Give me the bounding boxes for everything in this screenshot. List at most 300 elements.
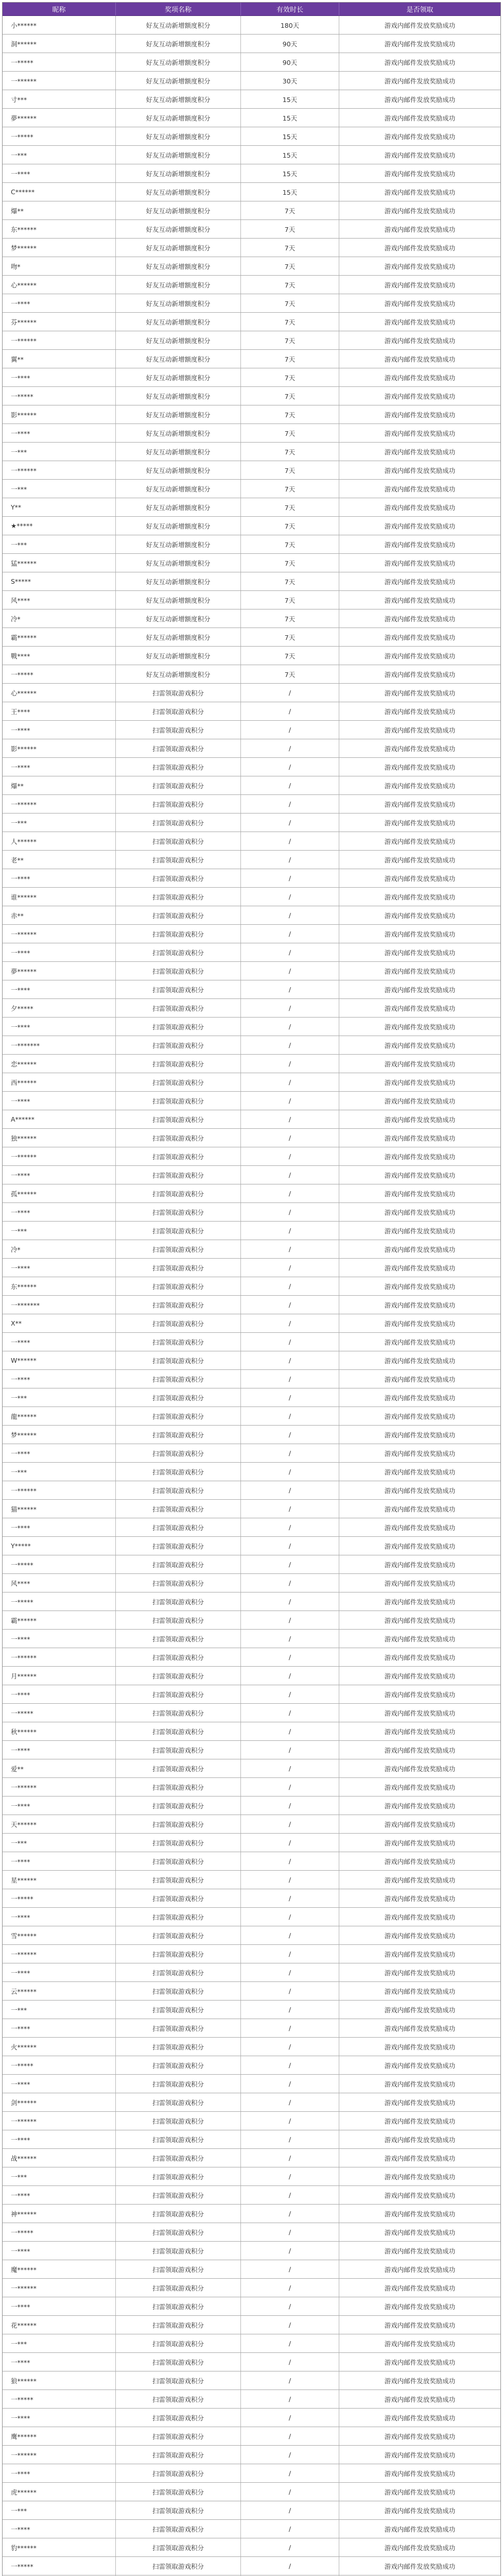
row-claim-status: 游戏内邮件发放奖励成功 xyxy=(384,1672,456,1680)
row-nickname: 龍****** xyxy=(3,1407,116,1425)
table-row xyxy=(3,498,500,517)
table-row xyxy=(3,1314,500,1333)
row-prize-name: 扫雷领取游戏积分 xyxy=(116,1481,241,1499)
row-duration: / xyxy=(241,1555,339,1573)
row-claim-status: 游戏内邮件发放奖励成功 xyxy=(384,2302,456,2311)
row-claim-status: 游戏内邮件发放奖励成功 xyxy=(384,244,456,252)
row-nickname: 梦****** xyxy=(3,239,116,257)
row-claim-status: 游戏内邮件发放奖励成功 xyxy=(384,40,456,48)
row-claim-status: 游戏内邮件发放奖励成功 xyxy=(384,1486,456,1495)
row-prize-name: 扫雷领取游戏积分 xyxy=(116,980,241,998)
row-nickname: 翼** xyxy=(3,350,116,368)
row-duration: / xyxy=(241,1852,339,1870)
row-claim-status: 游戏内邮件发放奖励成功 xyxy=(384,1579,456,1587)
row-duration: 7天 xyxy=(241,591,339,609)
row-prize-name: 好友互动新增额度积分 xyxy=(116,239,241,257)
row-prize-name: 扫雷领取游戏积分 xyxy=(116,1407,241,1425)
row-duration: / xyxy=(241,721,339,739)
row-claim-status: 游戏内邮件发放奖励成功 xyxy=(384,578,456,586)
row-nickname: 一**** xyxy=(3,1333,116,1351)
row-nickname: 一**** xyxy=(3,2130,116,2148)
row-nickname: 一***** xyxy=(3,2056,116,2074)
row-prize-name: 扫雷领取游戏积分 xyxy=(116,1222,241,1240)
row-duration: / xyxy=(241,1815,339,1833)
table-row xyxy=(3,1351,500,1370)
row-prize-name: 扫雷领取游戏积分 xyxy=(116,1926,241,1944)
header-duration: 有效时长 xyxy=(241,3,339,15)
row-claim-status: 游戏内邮件发放奖励成功 xyxy=(384,2525,456,2533)
table-row xyxy=(3,2001,500,2019)
table-row xyxy=(3,2223,500,2242)
row-prize-name: 扫雷领取游戏积分 xyxy=(116,925,241,943)
row-nickname: 冷* xyxy=(3,609,116,628)
table-row xyxy=(3,1073,500,1092)
row-nickname: 一**** xyxy=(3,2353,116,2371)
row-nickname: Y***** xyxy=(3,1537,116,1555)
row-claim-status: 游戏内邮件发放奖励成功 xyxy=(384,2395,456,2403)
row-claim-status: 游戏内邮件发放奖励成功 xyxy=(384,2117,456,2125)
row-nickname: 魔****** xyxy=(3,2260,116,2278)
row-claim-status: 游戏内邮件发放奖励成功 xyxy=(384,170,456,178)
row-nickname: 一******* xyxy=(3,1036,116,1054)
row-prize-name: 扫雷领取游戏积分 xyxy=(116,1852,241,1870)
row-duration: 7天 xyxy=(241,609,339,628)
row-prize-name: 扫雷领取游戏积分 xyxy=(116,721,241,739)
row-prize-name: 扫雷领取游戏积分 xyxy=(116,1036,241,1054)
row-claim-status: 游戏内邮件发放奖励成功 xyxy=(384,299,456,308)
row-claim-status: 游戏内邮件发放奖励成功 xyxy=(384,1690,456,1699)
row-duration: / xyxy=(241,1370,339,1388)
row-prize-name: 好友互动新增额度积分 xyxy=(116,387,241,405)
row-prize-name: 扫雷领取游戏积分 xyxy=(116,795,241,813)
row-claim-status: 游戏内邮件发放奖励成功 xyxy=(384,2377,456,2385)
row-prize-name: 好友互动新增额度积分 xyxy=(116,331,241,349)
row-claim-status: 游戏内邮件发放奖励成功 xyxy=(384,1635,456,1643)
row-claim-status: 游戏内邮件发放奖励成功 xyxy=(384,1153,456,1161)
row-claim-status: 游戏内邮件发放奖励成功 xyxy=(384,1468,456,1476)
row-nickname: 恋****** xyxy=(3,1055,116,1073)
row-duration: / xyxy=(241,1648,339,1666)
row-duration: / xyxy=(241,1184,339,1202)
row-duration: / xyxy=(241,1574,339,1592)
row-prize-name: 扫雷领取游戏积分 xyxy=(116,888,241,906)
table-row xyxy=(3,2019,500,2038)
row-duration: 15天 xyxy=(241,146,339,164)
row-prize-name: 扫雷领取游戏积分 xyxy=(116,1648,241,1666)
table-row xyxy=(3,1296,500,1314)
row-nickname: 一**** xyxy=(3,164,116,182)
row-prize-name: 扫雷领取游戏积分 xyxy=(116,1129,241,1147)
row-claim-status: 游戏内邮件发放奖励成功 xyxy=(384,930,456,938)
table-row xyxy=(3,1481,500,1500)
row-duration: / xyxy=(241,2557,339,2575)
row-nickname: 一**** xyxy=(3,943,116,961)
row-prize-name: 扫雷领取游戏积分 xyxy=(116,1110,241,1128)
row-duration: / xyxy=(241,2316,339,2334)
row-nickname: 独****** xyxy=(3,1129,116,1147)
row-claim-status: 游戏内邮件发放奖励成功 xyxy=(384,1078,456,1087)
row-prize-name: 好友互动新增额度积分 xyxy=(116,443,241,461)
row-prize-name: 扫雷领取游戏积分 xyxy=(116,776,241,794)
row-claim-status: 游戏内邮件发放奖励成功 xyxy=(384,2506,456,2515)
table-row xyxy=(3,2538,500,2557)
table-row xyxy=(3,1871,500,1889)
row-duration: / xyxy=(241,1592,339,1611)
table-row xyxy=(3,1092,500,1110)
row-nickname: 一***** xyxy=(3,2557,116,2575)
table-row xyxy=(3,480,500,498)
row-nickname: 寸*** xyxy=(3,90,116,108)
row-nickname: 一***** xyxy=(3,387,116,405)
row-claim-status: 游戏内邮件发放奖励成功 xyxy=(384,132,456,141)
row-prize-name: 扫雷领取游戏积分 xyxy=(116,1945,241,1963)
row-nickname: 一**** xyxy=(3,2186,116,2204)
row-prize-name: 扫雷领取游戏积分 xyxy=(116,702,241,720)
table-row xyxy=(3,1370,500,1388)
row-nickname: A****** xyxy=(3,1110,116,1128)
table-row xyxy=(3,2334,500,2353)
row-nickname: 夢****** xyxy=(3,109,116,127)
table-row xyxy=(3,999,500,1018)
row-prize-name: 扫雷领取游戏积分 xyxy=(116,2130,241,2148)
row-duration: 7天 xyxy=(241,461,339,479)
row-claim-status: 游戏内邮件发放奖励成功 xyxy=(384,1115,456,1124)
row-nickname: 云****** xyxy=(3,1982,116,2000)
row-duration: / xyxy=(241,1092,339,1110)
row-nickname: 一*** xyxy=(3,814,116,832)
table-row xyxy=(3,684,500,702)
row-duration: / xyxy=(241,2371,339,2389)
row-nickname: 一****** xyxy=(3,72,116,90)
row-duration: / xyxy=(241,1463,339,1481)
table-row xyxy=(3,2186,500,2205)
row-claim-status: 游戏内邮件发放奖励成功 xyxy=(384,2228,456,2236)
row-prize-name: 扫雷领取游戏积分 xyxy=(116,2019,241,2037)
row-claim-status: 游戏内邮件发放奖励成功 xyxy=(384,615,456,623)
row-claim-status: 游戏内邮件发放奖励成功 xyxy=(384,1950,456,1958)
table-row xyxy=(3,2390,500,2409)
table-row xyxy=(3,2427,500,2446)
row-prize-name: 好友互动新增额度积分 xyxy=(116,164,241,182)
table-row xyxy=(3,1055,500,1073)
table-row xyxy=(3,239,500,257)
table-row xyxy=(3,1036,500,1055)
row-duration: / xyxy=(241,1426,339,1444)
table-row xyxy=(3,35,500,53)
table-row xyxy=(3,1222,500,1240)
row-duration: 90天 xyxy=(241,53,339,71)
row-duration: / xyxy=(241,1481,339,1499)
table-header xyxy=(3,3,500,16)
row-claim-status: 游戏内邮件发放奖励成功 xyxy=(384,893,456,901)
table-row xyxy=(3,1203,500,1222)
row-prize-name: 扫雷领取游戏积分 xyxy=(116,758,241,776)
row-claim-status: 游戏内邮件发放奖励成功 xyxy=(384,763,456,771)
table-row xyxy=(3,127,500,146)
row-claim-status: 游戏内邮件发放奖励成功 xyxy=(384,1227,456,1235)
row-duration: / xyxy=(241,1259,339,1277)
row-duration: / xyxy=(241,2538,339,2556)
row-prize-name: 扫雷领取游戏积分 xyxy=(116,2557,241,2575)
row-nickname: 霸****** xyxy=(3,1611,116,1629)
row-duration: 7天 xyxy=(241,350,339,368)
row-nickname: 一*** xyxy=(3,1388,116,1406)
row-prize-name: 好友互动新增额度积分 xyxy=(116,220,241,238)
row-nickname: 一**** xyxy=(3,1630,116,1648)
table-row xyxy=(3,1444,500,1463)
row-duration: 7天 xyxy=(241,294,339,312)
row-duration: / xyxy=(241,795,339,813)
row-claim-status: 游戏内邮件发放奖励成功 xyxy=(384,1097,456,1105)
row-duration: 7天 xyxy=(241,647,339,665)
row-duration: / xyxy=(241,1630,339,1648)
row-nickname: 虎****** xyxy=(3,2483,116,2501)
row-claim-status: 游戏内邮件发放奖励成功 xyxy=(384,522,456,530)
row-claim-status: 游戏内邮件发放奖励成功 xyxy=(384,2154,456,2162)
row-prize-name: 好友互动新增额度积分 xyxy=(116,572,241,590)
row-prize-name: 好友互动新增额度积分 xyxy=(116,109,241,127)
row-claim-status: 游戏内邮件发放奖励成功 xyxy=(384,2043,456,2051)
row-prize-name: 好友互动新增额度积分 xyxy=(116,535,241,553)
row-prize-name: 扫雷领取游戏积分 xyxy=(116,1388,241,1406)
row-nickname: 一****** xyxy=(3,2279,116,2297)
table-row xyxy=(3,109,500,127)
row-duration: / xyxy=(241,999,339,1017)
row-duration: / xyxy=(241,2409,339,2427)
row-nickname: 一***** xyxy=(3,2223,116,2241)
row-nickname: 一**** xyxy=(3,2520,116,2538)
row-duration: / xyxy=(241,814,339,832)
row-nickname: 心****** xyxy=(3,684,116,702)
row-nickname: 一**** xyxy=(3,2075,116,2093)
row-prize-name: 好友互动新增额度积分 xyxy=(116,665,241,683)
row-duration: / xyxy=(241,684,339,702)
row-duration: / xyxy=(241,2501,339,2519)
row-duration: / xyxy=(241,1704,339,1722)
table-row xyxy=(3,405,500,424)
row-claim-status: 游戏内邮件发放奖励成功 xyxy=(384,1765,456,1773)
row-claim-status: 游戏内邮件发放奖励成功 xyxy=(384,856,456,864)
row-prize-name: 扫雷领取游戏积分 xyxy=(116,2316,241,2334)
row-nickname: 一**** xyxy=(3,758,116,776)
table-row xyxy=(3,313,500,331)
row-prize-name: 扫雷领取游戏积分 xyxy=(116,2446,241,2464)
row-nickname: 一***** xyxy=(3,1704,116,1722)
row-prize-name: 扫雷领取游戏积分 xyxy=(116,906,241,924)
row-nickname: 梦****** xyxy=(3,1426,116,1444)
table-row xyxy=(3,2483,500,2501)
row-duration: / xyxy=(241,1537,339,1555)
table-row xyxy=(3,2056,500,2075)
row-claim-status: 游戏内邮件发放奖励成功 xyxy=(384,1282,456,1291)
row-duration: / xyxy=(241,925,339,943)
row-claim-status: 游戏内邮件发放奖励成功 xyxy=(384,503,456,512)
row-duration: / xyxy=(241,1982,339,2000)
table-row xyxy=(3,1333,500,1351)
row-nickname: 一**** xyxy=(3,2464,116,2482)
row-duration: 90天 xyxy=(241,35,339,53)
row-prize-name: 扫雷领取游戏积分 xyxy=(116,2205,241,2223)
row-nickname: 一**** xyxy=(3,721,116,739)
row-duration: / xyxy=(241,1407,339,1425)
row-claim-status: 游戏内邮件发放奖励成功 xyxy=(384,392,456,400)
row-claim-status: 游戏内邮件发放奖励成功 xyxy=(384,596,456,604)
table-row xyxy=(3,90,500,109)
row-duration: / xyxy=(241,2427,339,2445)
table-row xyxy=(3,1426,500,1444)
row-prize-name: 扫雷领取游戏积分 xyxy=(116,1982,241,2000)
row-claim-status: 游戏内邮件发放奖励成功 xyxy=(384,782,456,790)
row-claim-status: 游戏内邮件发放奖励成功 xyxy=(384,652,456,660)
table-row xyxy=(3,1500,500,1518)
row-claim-status: 游戏内邮件发放奖励成功 xyxy=(384,1394,456,1402)
row-duration: / xyxy=(241,2242,339,2260)
row-nickname: 一**** xyxy=(3,1444,116,1462)
table-row xyxy=(3,814,500,832)
row-nickname: 一**** xyxy=(3,1908,116,1926)
row-claim-status: 游戏内邮件发放奖励成功 xyxy=(384,819,456,827)
row-duration: 7天 xyxy=(241,424,339,442)
table-row xyxy=(3,2075,500,2093)
row-claim-status: 游戏内邮件发放奖励成功 xyxy=(384,2340,456,2348)
row-prize-name: 好友互动新增额度积分 xyxy=(116,72,241,90)
row-duration: / xyxy=(241,2056,339,2074)
table-row xyxy=(3,2316,500,2334)
table-row xyxy=(3,1963,500,1982)
table-row xyxy=(3,461,500,480)
row-duration: / xyxy=(241,1351,339,1369)
row-nickname: 一****** xyxy=(3,795,116,813)
row-duration: / xyxy=(241,2260,339,2278)
row-duration: 15天 xyxy=(241,90,339,108)
row-prize-name: 扫雷领取游戏积分 xyxy=(116,2334,241,2352)
row-nickname: 一**** xyxy=(3,1963,116,1981)
table-row xyxy=(3,1704,500,1722)
row-duration: / xyxy=(241,1759,339,1777)
row-prize-name: 扫雷领取游戏积分 xyxy=(116,2075,241,2093)
row-claim-status: 游戏内邮件发放奖励成功 xyxy=(384,2210,456,2218)
row-prize-name: 扫雷领取游戏积分 xyxy=(116,1889,241,1907)
row-claim-status: 游戏内邮件发放奖励成功 xyxy=(384,1060,456,1068)
row-nickname: 西****** xyxy=(3,1073,116,1091)
row-duration: / xyxy=(241,2075,339,2093)
table-row xyxy=(3,962,500,980)
table-row xyxy=(3,943,500,962)
table-row xyxy=(3,1166,500,1184)
table-row xyxy=(3,1648,500,1667)
row-prize-name: 好友互动新增额度积分 xyxy=(116,201,241,219)
table-row xyxy=(3,53,500,72)
row-prize-name: 好友互动新增额度积分 xyxy=(116,517,241,535)
row-nickname: 猛****** xyxy=(3,554,116,572)
table-row xyxy=(3,1574,500,1592)
row-duration: / xyxy=(241,1500,339,1518)
row-claim-status: 游戏内邮件发放奖励成功 xyxy=(384,1190,456,1198)
row-nickname: 人****** xyxy=(3,832,116,850)
row-nickname: 王**** xyxy=(3,702,116,720)
row-prize-name: 扫雷领取游戏积分 xyxy=(116,2538,241,2556)
row-duration: / xyxy=(241,1166,339,1184)
table-row xyxy=(3,1463,500,1481)
row-nickname: 一*** xyxy=(3,2501,116,2519)
row-duration: / xyxy=(241,2334,339,2352)
row-claim-status: 游戏内邮件发放奖励成功 xyxy=(384,2024,456,2032)
row-duration: 7天 xyxy=(241,239,339,257)
row-nickname: 东****** xyxy=(3,220,116,238)
row-claim-status: 游戏内邮件发放奖励成功 xyxy=(384,281,456,289)
row-duration: / xyxy=(241,888,339,906)
row-claim-status: 游戏内邮件发放奖励成功 xyxy=(384,1208,456,1216)
row-prize-name: 扫雷领取游戏积分 xyxy=(116,2260,241,2278)
row-nickname: 一****** xyxy=(3,1147,116,1165)
row-prize-name: 扫雷领取游戏积分 xyxy=(116,2427,241,2445)
row-prize-name: 好友互动新增额度积分 xyxy=(116,90,241,108)
row-duration: / xyxy=(241,2093,339,2111)
table-row xyxy=(3,2501,500,2520)
row-duration: / xyxy=(241,851,339,869)
row-duration: / xyxy=(241,2205,339,2223)
row-claim-status: 游戏内邮件发放奖励成功 xyxy=(384,1561,456,1569)
row-claim-status: 游戏内邮件发放奖励成功 xyxy=(384,744,456,753)
row-duration: 7天 xyxy=(241,313,339,331)
row-duration: / xyxy=(241,2464,339,2482)
row-duration: 7天 xyxy=(241,498,339,516)
row-claim-status: 游戏内邮件发放奖励成功 xyxy=(384,1041,456,1049)
table-row xyxy=(3,628,500,647)
row-duration: / xyxy=(241,2167,339,2185)
row-nickname: 爱** xyxy=(3,1759,116,1777)
row-claim-status: 游戏内邮件发放奖励成功 xyxy=(384,1134,456,1142)
table-row xyxy=(3,1815,500,1834)
row-claim-status: 游戏内邮件发放奖励成功 xyxy=(384,1023,456,1031)
row-prize-name: 扫雷领取游戏积分 xyxy=(116,943,241,961)
row-nickname: 一****** xyxy=(3,925,116,943)
row-duration: / xyxy=(241,1611,339,1629)
row-nickname: 一****** xyxy=(3,461,116,479)
row-nickname: 一**** xyxy=(3,1370,116,1388)
row-claim-status: 游戏内邮件发放奖励成功 xyxy=(384,2247,456,2255)
row-duration: / xyxy=(241,943,339,961)
row-prize-name: 扫雷领取游戏积分 xyxy=(116,1611,241,1629)
row-duration: 7天 xyxy=(241,331,339,349)
row-prize-name: 扫雷领取游戏积分 xyxy=(116,999,241,1017)
row-nickname: 孤****** xyxy=(3,1184,116,1202)
row-nickname: 一****** xyxy=(3,2112,116,2130)
row-claim-status: 游戏内邮件发放奖励成功 xyxy=(384,114,456,122)
row-claim-status: 游戏内邮件发放奖励成功 xyxy=(384,2265,456,2274)
row-prize-name: 扫雷领取游戏积分 xyxy=(116,1166,241,1184)
row-claim-status: 游戏内邮件发放奖励成功 xyxy=(384,559,456,567)
row-prize-name: 好友互动新增额度积分 xyxy=(116,628,241,646)
row-claim-status: 游戏内邮件发放奖励成功 xyxy=(384,1987,456,1995)
row-duration: / xyxy=(241,1667,339,1685)
row-nickname: 爆** xyxy=(3,776,116,794)
table-row xyxy=(3,1240,500,1259)
row-prize-name: 扫雷领取游戏积分 xyxy=(116,1592,241,1611)
row-claim-status: 游戏内邮件发放奖励成功 xyxy=(384,1653,456,1662)
row-nickname: 一**** xyxy=(3,424,116,442)
row-prize-name: 扫雷领取游戏积分 xyxy=(116,1555,241,1573)
row-nickname: 一****** xyxy=(3,1648,116,1666)
row-claim-status: 游戏内邮件发放奖励成功 xyxy=(384,1802,456,1810)
table-row xyxy=(3,2353,500,2371)
table-row xyxy=(3,2371,500,2390)
table-row xyxy=(3,2167,500,2186)
header-prize-name: 奖项名称 xyxy=(116,3,241,15)
table-row xyxy=(3,2557,500,2575)
row-duration: / xyxy=(241,1722,339,1740)
row-prize-name: 扫雷领取游戏积分 xyxy=(116,1741,241,1759)
